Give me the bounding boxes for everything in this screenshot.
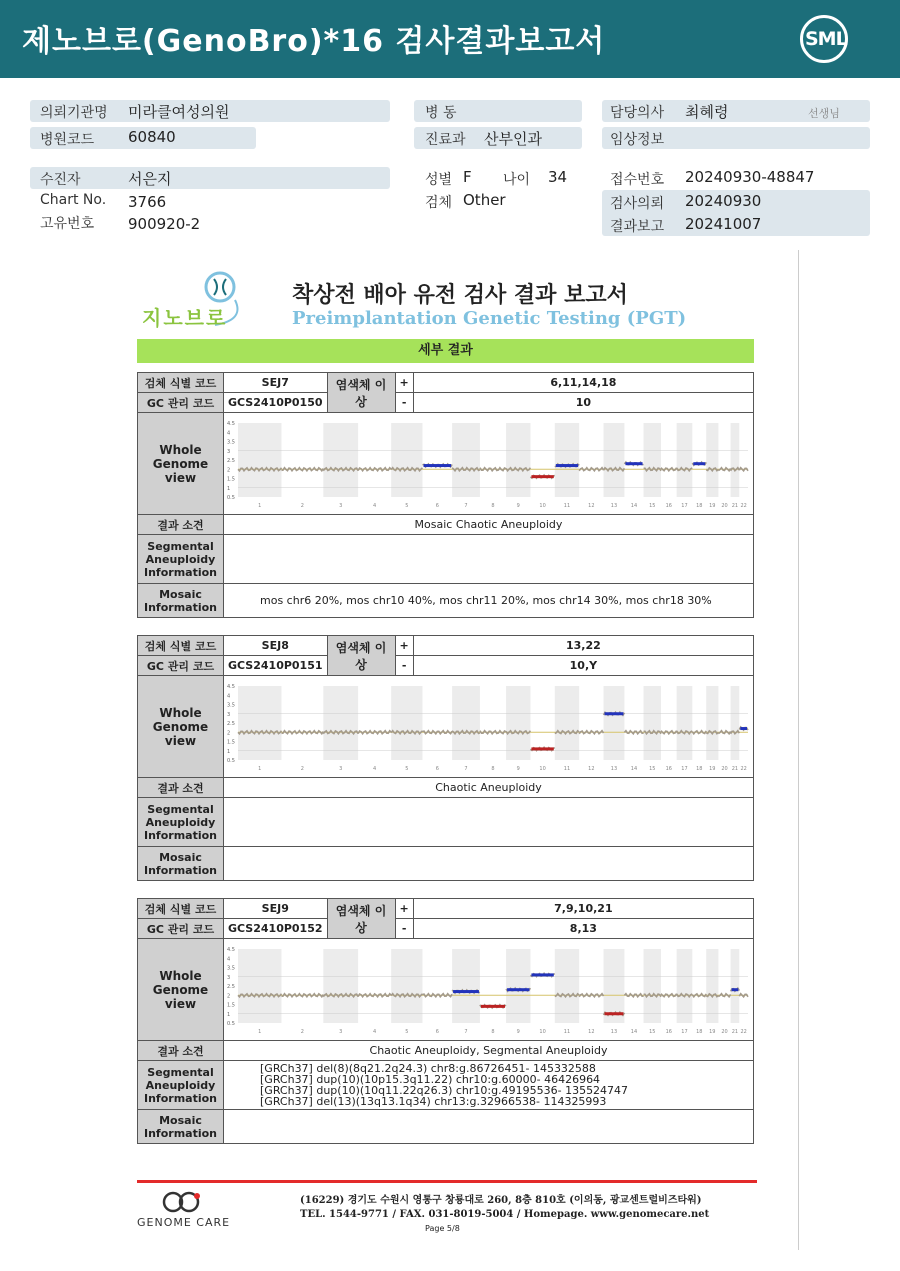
y-tick-label: 4 xyxy=(227,956,231,963)
y-tick-label: 1.5 xyxy=(227,1002,235,1009)
chromosome-label: 15 xyxy=(649,1029,656,1035)
report-title: 제노브로(GenoBro)*16 검사결과보고서 xyxy=(22,24,606,59)
hospital-code-label: 병원코드 xyxy=(40,132,95,148)
plus-chromosomes: 13,22 xyxy=(413,636,753,656)
chromosome-label: 2 xyxy=(300,766,304,772)
cnv-segment-21 xyxy=(732,988,739,991)
chromosome-band xyxy=(555,423,579,497)
y-tick-label: 4.5 xyxy=(227,421,235,427)
genome-chart xyxy=(224,676,752,774)
receipt-label: 접수번호 xyxy=(610,172,665,188)
y-tick-label: 3.5 xyxy=(227,439,235,446)
cnv-segment-10 xyxy=(531,747,553,750)
dept-label: 진료과 xyxy=(425,132,466,148)
genome-chart xyxy=(224,939,752,1037)
chromosome-label: 14 xyxy=(630,1029,638,1035)
chromosome-label: 12 xyxy=(588,503,595,509)
chromosome-label: 17 xyxy=(681,503,688,509)
gc-code: GCS2410P0152 xyxy=(224,919,328,939)
copy-number-trace xyxy=(358,468,391,471)
info-bar xyxy=(30,167,390,189)
chromosome-label: 20 xyxy=(721,503,728,509)
y-tick-label: 4.5 xyxy=(227,947,235,953)
cnv-segment-22 xyxy=(740,727,747,730)
y-tick-label: 2.5 xyxy=(227,984,235,990)
specimen-id: SEJ8 xyxy=(224,636,328,656)
chromosome-band xyxy=(452,423,480,497)
chromosome-label: 4 xyxy=(373,1029,377,1035)
genobro-text: 지노브로 xyxy=(142,306,228,330)
report-label: 결과보고 xyxy=(610,219,665,235)
cnv-segment-18 xyxy=(693,462,705,465)
chrom-abn-label: 염색체 이상 xyxy=(327,636,395,676)
chromosome-label: 21 xyxy=(731,766,739,772)
segmental-info xyxy=(224,798,754,847)
chromosome-band xyxy=(238,949,282,1023)
y-tick-label: 1 xyxy=(227,748,231,755)
genome-chart-cell xyxy=(224,676,754,778)
chromosome-band xyxy=(323,686,358,760)
page-number: Page 5/8 xyxy=(425,1224,460,1233)
y-tick-label: 1 xyxy=(227,1011,231,1018)
chromosome-label: 4 xyxy=(373,766,377,772)
genome-chart-cell xyxy=(224,939,754,1041)
copy-number-trace xyxy=(423,731,453,734)
y-tick-label: 3.5 xyxy=(227,702,235,709)
result-table xyxy=(137,898,754,1144)
mosaic-label: Mosaic Information xyxy=(138,1110,224,1144)
chromosome-label: 17 xyxy=(681,766,688,772)
chromosome-label: 12 xyxy=(588,1029,595,1035)
chromosome-label: 14 xyxy=(630,503,638,509)
chromosome-label: 8 xyxy=(491,766,495,772)
chromosome-label: 18 xyxy=(696,766,703,772)
minus-chromosomes: 10,Y xyxy=(413,656,753,676)
mosaic-info xyxy=(224,1110,754,1144)
unique-label: 고유번호 xyxy=(40,216,95,232)
y-tick-label: 4 xyxy=(227,430,231,437)
report-date: 20241007 xyxy=(685,215,762,233)
gc-code-label: GC 관리 코드 xyxy=(138,656,224,676)
genome-chart-cell xyxy=(224,413,754,515)
chromosome-label: 10 xyxy=(539,503,546,509)
y-tick-label: 2 xyxy=(227,730,231,737)
mosaic-label: Mosaic Information xyxy=(138,584,224,618)
chromosome-label: 2 xyxy=(300,1029,304,1035)
plus-chromosomes: 7,9,10,21 xyxy=(413,899,753,919)
finding: Chaotic Aneuploidy, Segmental Aneuploidy xyxy=(224,1041,754,1061)
requesting-org-label: 의뢰기관명 xyxy=(40,105,108,121)
chromosome-label: 7 xyxy=(464,766,468,772)
chromosome-label: 9 xyxy=(516,503,520,509)
chromosome-band xyxy=(731,423,740,497)
receipt-no: 20240930-48847 xyxy=(685,168,815,186)
chromosome-label: 2 xyxy=(300,503,304,509)
chromosome-label: 19 xyxy=(709,503,716,509)
chromosome-label: 10 xyxy=(539,766,546,772)
segmental-info xyxy=(224,535,754,584)
doctor-suffix: 선생님 xyxy=(808,107,840,120)
segmental-info xyxy=(224,1061,754,1110)
chromosome-band xyxy=(452,686,480,760)
chromosome-label: 8 xyxy=(491,503,495,509)
chromosome-band xyxy=(731,686,740,760)
plus-sign: + xyxy=(395,899,413,919)
chromosome-label: 1 xyxy=(258,503,262,509)
sex: F xyxy=(463,168,472,186)
y-tick-label: 0.5 xyxy=(227,1021,235,1027)
y-tick-label: 1 xyxy=(227,485,231,492)
chromosome-band xyxy=(238,423,282,497)
cnv-segment-11 xyxy=(556,464,578,467)
chromosome-band xyxy=(323,423,358,497)
mosaic-info xyxy=(224,847,754,881)
minus-sign: - xyxy=(395,393,413,413)
section-header: 세부 결과 xyxy=(137,339,754,363)
request-date: 20240930 xyxy=(685,192,762,210)
cnv-segment-6 xyxy=(424,464,452,467)
cnv-segment-13 xyxy=(605,1012,624,1015)
copy-number-trace xyxy=(579,994,603,997)
report-main-title: 착상전 배아 유전 검사 결과 보고서 xyxy=(292,283,628,308)
copy-number-trace xyxy=(358,731,391,734)
chromosome-band xyxy=(677,949,693,1023)
cnv-segment-10 xyxy=(531,973,553,976)
specimen: Other xyxy=(463,191,506,209)
chromosome-label: 18 xyxy=(696,503,703,509)
segmental-label: Segmental Aneuploidy Information xyxy=(138,535,224,584)
gc-code: GCS2410P0151 xyxy=(224,656,328,676)
chromosome-label: 5 xyxy=(405,766,409,772)
chromosome-label: 13 xyxy=(610,1029,618,1035)
specimen-code-label: 검체 식별 코드 xyxy=(138,373,224,393)
sex-label: 성별 xyxy=(425,172,453,188)
y-tick-label: 1.5 xyxy=(227,476,235,483)
result-table xyxy=(137,372,754,618)
copy-number-trace xyxy=(423,994,453,997)
y-tick-label: 3 xyxy=(227,974,231,981)
chromosome-band xyxy=(452,949,480,1023)
y-tick-label: 2 xyxy=(227,993,231,1000)
plus-sign: + xyxy=(395,636,413,656)
y-tick-label: 2.5 xyxy=(227,458,235,464)
y-tick-label: 3.5 xyxy=(227,965,235,972)
gc-code-label: GC 관리 코드 xyxy=(138,393,224,413)
chromosome-band xyxy=(644,949,661,1023)
cnv-segment-7 xyxy=(453,990,479,993)
specimen-code-label: 검체 식별 코드 xyxy=(138,636,224,656)
chromosome-label: 1 xyxy=(258,1029,262,1035)
chromosome-label: 21 xyxy=(731,503,739,509)
chromosome-band xyxy=(644,423,661,497)
patient-label: 수진자 xyxy=(40,172,81,188)
chromosome-label: 3 xyxy=(339,766,343,772)
chromosome-label: 14 xyxy=(630,766,638,772)
genome-care-logo xyxy=(162,1190,202,1214)
chromosome-band xyxy=(604,423,625,497)
chromosome-label: 22 xyxy=(740,1029,747,1035)
chromosome-label: 13 xyxy=(610,503,618,509)
segmental-label: Segmental Aneuploidy Information xyxy=(138,798,224,847)
chromosome-label: 7 xyxy=(464,1029,468,1035)
result-table xyxy=(137,635,754,881)
chromosome-band xyxy=(391,686,422,760)
plus-chromosomes: 6,11,14,18 xyxy=(413,373,753,393)
ward-label: 병 동 xyxy=(425,105,457,121)
report-subtitle: Preimplantation Genetic Testing (PGT) xyxy=(292,308,687,329)
segmental-label: Segmental Aneuploidy Information xyxy=(138,1061,224,1110)
chromosome-label: 6 xyxy=(435,1029,439,1035)
requesting-org: 미라클여성의원 xyxy=(128,103,230,121)
chromosome-band xyxy=(506,686,530,760)
finding: Chaotic Aneuploidy xyxy=(224,778,754,798)
specimen-id: SEJ9 xyxy=(224,899,328,919)
specimen-code-label: 검체 식별 코드 xyxy=(138,899,224,919)
genome-care-text: GENOME CARE xyxy=(137,1216,231,1229)
chromosome-band xyxy=(604,949,625,1023)
specimen-id: SEJ7 xyxy=(224,373,328,393)
minus-chromosomes: 8,13 xyxy=(413,919,753,939)
plus-sign: + xyxy=(395,373,413,393)
copy-number-trace xyxy=(480,731,506,734)
age-label: 나이 xyxy=(503,172,531,188)
chromosome-label: 9 xyxy=(516,766,520,772)
minus-sign: - xyxy=(395,656,413,676)
patient-name: 서은지 xyxy=(128,170,172,188)
y-tick-label: 4.5 xyxy=(227,684,235,690)
chromosome-label: 3 xyxy=(339,503,343,509)
clinical-label: 임상정보 xyxy=(610,132,665,148)
chromosome-band xyxy=(677,423,693,497)
chromosome-label: 16 xyxy=(665,503,672,509)
chromosome-label: 19 xyxy=(709,1029,716,1035)
cnv-segment-10 xyxy=(531,475,553,478)
y-tick-label: 2 xyxy=(227,467,231,474)
chromosome-label: 16 xyxy=(665,1029,672,1035)
footer-line xyxy=(137,1180,757,1183)
footer-address: (16229) 경기도 수원시 영통구 창룡대로 260, 8층 810호 (이의동, 광교센트럴비즈타워) TEL. 1544-9771 / FAX. 031-8019-5004 / Homepage. www.genomecare.net xyxy=(300,1195,710,1220)
cnv-segment-13 xyxy=(605,712,624,715)
copy-number-trace xyxy=(739,994,748,997)
sml-logo: SML xyxy=(800,15,848,63)
chromosome-band xyxy=(238,686,282,760)
chromosome-label: 11 xyxy=(563,766,571,772)
unique-no: 900920-2 xyxy=(128,215,201,233)
genome-chart xyxy=(224,413,752,511)
chromosome-label: 3 xyxy=(339,1029,343,1035)
chart-no: 3766 xyxy=(128,193,167,211)
wgv-label: Whole Genome view xyxy=(138,413,224,515)
copy-number-trace xyxy=(624,994,643,997)
chromosome-label: 1 xyxy=(258,766,262,772)
y-tick-label: 3 xyxy=(227,448,231,455)
chromosome-band xyxy=(555,949,579,1023)
doctor: 최혜령 xyxy=(685,103,729,121)
chromosome-band xyxy=(506,949,530,1023)
finding-label: 결과 소견 xyxy=(138,515,224,535)
chromosome-label: 22 xyxy=(740,766,747,772)
y-tick-label: 2.5 xyxy=(227,721,235,727)
segmental-line: [GRCh37] del(13)(13q13.1q34) chr13:g.32966538- 114325993 xyxy=(260,1095,607,1108)
specimen-label: 검체 xyxy=(425,195,453,211)
chromosome-label: 21 xyxy=(731,1029,739,1035)
doctor-label: 담당의사 xyxy=(610,105,665,121)
chromosome-label: 9 xyxy=(516,1029,520,1035)
y-tick-label: 1.5 xyxy=(227,739,235,746)
chrom-abn-label: 염색체 이상 xyxy=(327,373,395,413)
chromosome-band xyxy=(506,423,530,497)
mosaic-info: mos chr6 20%, mos chr10 40%, mos chr11 20%, mos chr14 30%, mos chr18 30% xyxy=(224,584,754,618)
chromosome-label: 20 xyxy=(721,766,728,772)
chromosome-band xyxy=(706,423,718,497)
request-label: 검사의뢰 xyxy=(610,196,665,212)
segmental-line: [GRCh37] dup(10)(10p15.3q11.22) chr10:g.60000- 46426964 xyxy=(260,1073,601,1086)
segmental-line: [GRCh37] del(8)(8q21.2q24.3) chr8:g.86726451- 145332588 xyxy=(260,1062,596,1075)
minus-chromosomes: 10 xyxy=(413,393,753,413)
chromosome-label: 6 xyxy=(435,503,439,509)
chromosome-band xyxy=(323,949,358,1023)
y-tick-label: 3 xyxy=(227,711,231,718)
chromosome-band xyxy=(555,686,579,760)
divider xyxy=(798,250,799,1250)
copy-number-trace xyxy=(739,468,748,471)
copy-number-trace xyxy=(624,731,643,734)
chart-label: Chart No. xyxy=(40,192,107,208)
chromosome-label: 22 xyxy=(740,503,747,509)
chromosome-label: 15 xyxy=(649,766,656,772)
age: 34 xyxy=(548,168,568,186)
hospital-code: 60840 xyxy=(128,128,176,146)
cnv-segment-14 xyxy=(625,462,642,465)
chromosome-label: 11 xyxy=(563,503,571,509)
minus-sign: - xyxy=(395,919,413,939)
report-header xyxy=(0,0,900,78)
copy-number-trace xyxy=(579,468,603,471)
finding-label: 결과 소견 xyxy=(138,778,224,798)
wgv-label: Whole Genome view xyxy=(138,939,224,1041)
chromosome-band xyxy=(391,423,422,497)
chromosome-band xyxy=(644,686,661,760)
chromosome-band xyxy=(706,686,718,760)
chromosome-label: 8 xyxy=(491,1029,495,1035)
chromosome-label: 12 xyxy=(588,766,595,772)
chromosome-label: 4 xyxy=(373,503,377,509)
chrom-abn-label: 염색체 이상 xyxy=(327,899,395,939)
chromosome-band xyxy=(731,949,740,1023)
copy-number-trace xyxy=(579,731,603,734)
chromosome-label: 6 xyxy=(435,766,439,772)
gc-code: GCS2410P0150 xyxy=(224,393,328,413)
finding: Mosaic Chaotic Aneuploidy xyxy=(224,515,754,535)
finding-label: 결과 소견 xyxy=(138,1041,224,1061)
chromosome-label: 19 xyxy=(709,766,716,772)
chromosome-band xyxy=(677,686,693,760)
cnv-segment-9 xyxy=(507,988,529,991)
mosaic-label: Mosaic Information xyxy=(138,847,224,881)
cnv-segment-8 xyxy=(481,1005,505,1008)
chromosome-label: 13 xyxy=(610,766,618,772)
chromosome-label: 20 xyxy=(721,1029,728,1035)
chromosome-label: 17 xyxy=(681,1029,688,1035)
chromosome-label: 15 xyxy=(649,503,656,509)
chromosome-label: 11 xyxy=(563,1029,571,1035)
dept: 산부인과 xyxy=(484,130,542,148)
chromosome-band xyxy=(706,949,718,1023)
chromosome-label: 5 xyxy=(405,503,409,509)
segmental-line: [GRCh37] dup(10)(10q11.22q26.3) chr10:g.49195536- 135524747 xyxy=(260,1084,629,1097)
chromosome-band xyxy=(391,949,422,1023)
gc-code-label: GC 관리 코드 xyxy=(138,919,224,939)
y-tick-label: 0.5 xyxy=(227,758,235,764)
copy-number-trace xyxy=(358,994,391,997)
chromosome-label: 7 xyxy=(464,503,468,509)
wgv-label: Whole Genome view xyxy=(138,676,224,778)
copy-number-trace xyxy=(480,468,506,471)
y-tick-label: 0.5 xyxy=(227,495,235,501)
chromosome-band xyxy=(604,686,625,760)
y-tick-label: 4 xyxy=(227,693,231,700)
chromosome-label: 16 xyxy=(665,766,672,772)
chromosome-label: 18 xyxy=(696,1029,703,1035)
chromosome-label: 5 xyxy=(405,1029,409,1035)
chromosome-label: 10 xyxy=(539,1029,546,1035)
